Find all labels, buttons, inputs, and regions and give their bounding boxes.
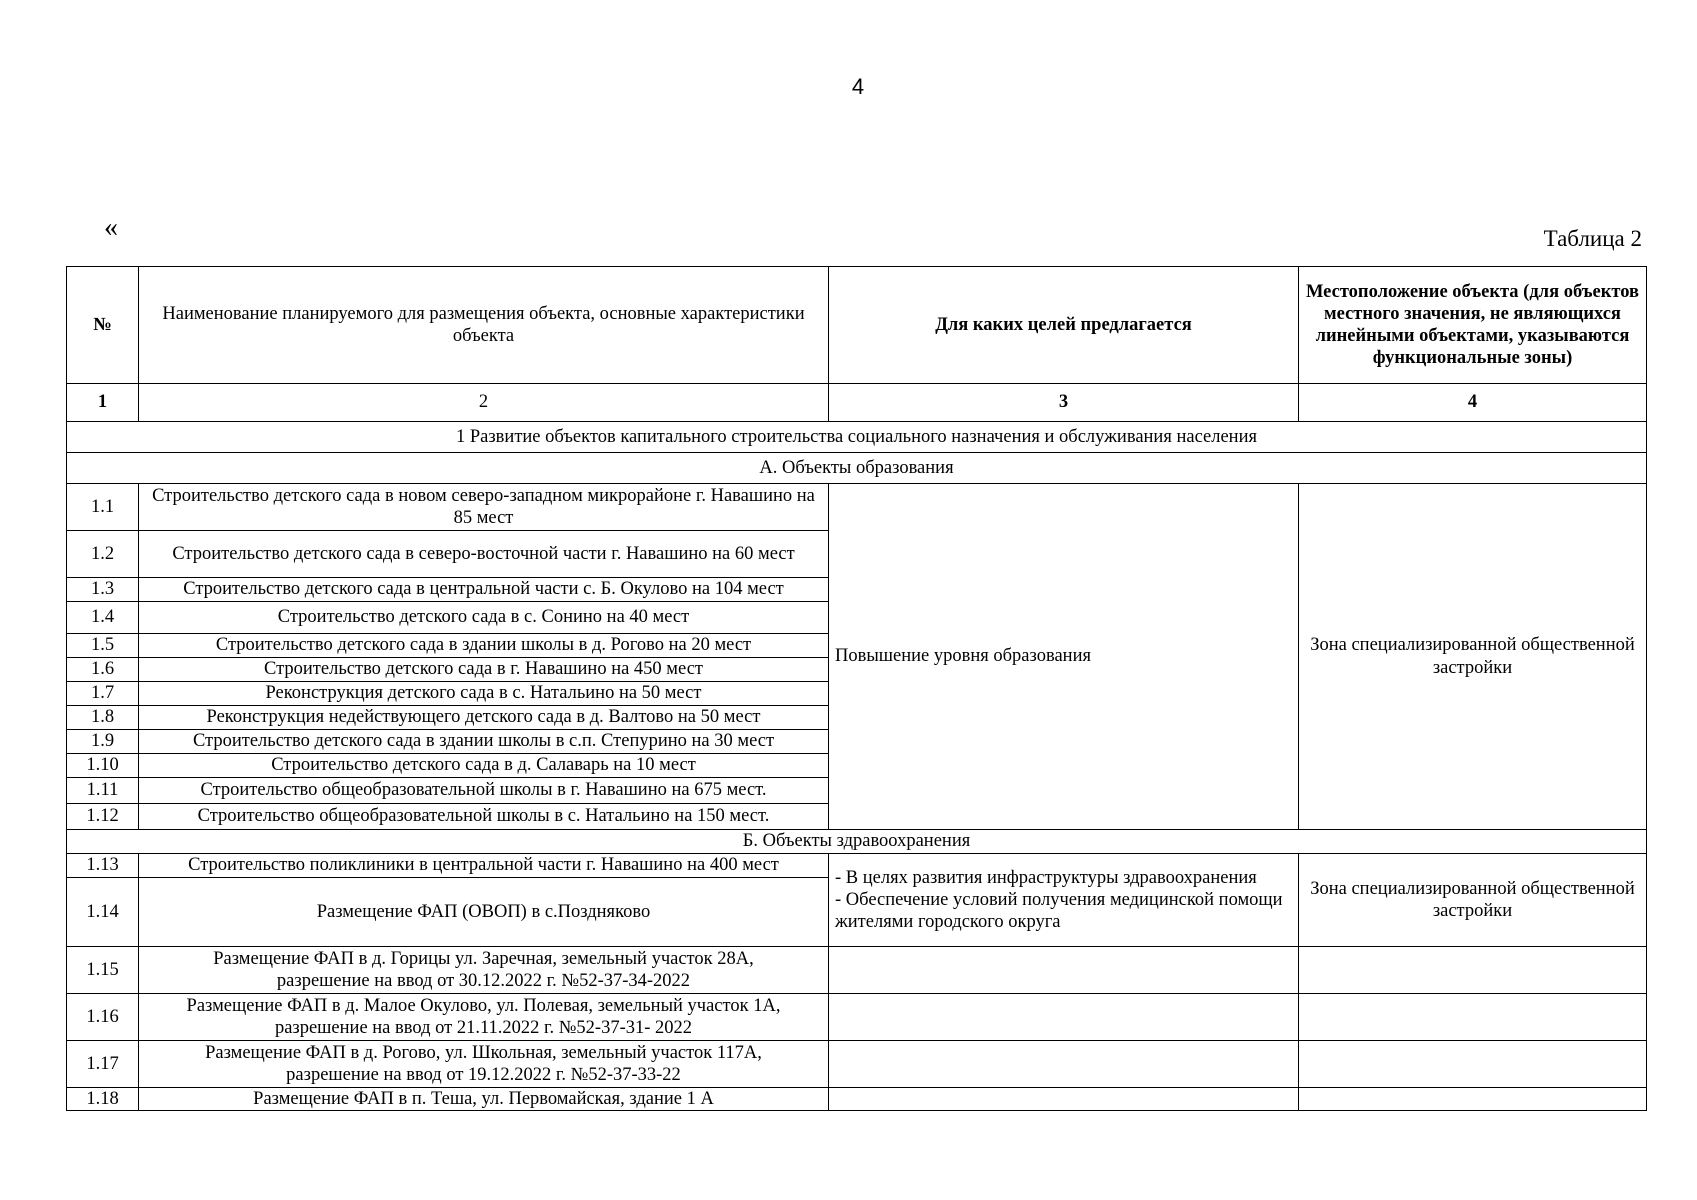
row-name: Реконструкция детского сада в с. Натальино на 50 мест [139,682,829,706]
row-number: 1.10 [67,754,139,778]
opening-quote-mark: « [104,212,118,243]
row-name-line: разрешение на ввод от 21.11.2022 г. №52-37-31- 2022 [274,1018,693,1038]
page-number: 4 [851,74,865,99]
section-title: 1 Развитие объектов капитального строительства социального назначения и обслуживания населения [67,422,1647,453]
row-number: 1.12 [67,804,139,830]
row-number: 1.15 [67,947,139,994]
row-name: Строительство детского сада в с. Сонино на 40 мест [139,602,829,634]
header-name: Наименование планируемого для размещения объекта, основные характеристики объекта [139,267,829,384]
row-number: 1.3 [67,578,139,602]
row-name [139,947,829,994]
header-location: Местоположение объекта (для объектов местного значения, не являющихся линейными объектами, указываются функциональные зоны) [1299,267,1647,384]
table-row [67,484,1647,531]
group-title-row [67,830,1647,854]
group-b-location: Зона специализированной общественной застройки [1299,854,1647,947]
header-num: № [67,267,139,384]
row-name: Строительство детского сада в здании школы в с.п. Степурино на 30 мест [139,730,829,754]
group-b-purpose-line: - В целях развития инфраструктуры здравоохранения [835,867,1257,888]
column-number: 4 [1299,384,1647,422]
empty-cell [1299,1088,1647,1111]
row-name-line: разрешение на ввод от 30.12.2022 г. №52-37-34-2022 [276,971,691,991]
row-number: 1.14 [67,878,139,947]
empty-cell [1299,1041,1647,1088]
table-caption: Таблица 2 [1543,226,1642,251]
group-title-row [67,453,1647,484]
row-number: 1.18 [67,1088,139,1111]
row-name-line: Размещение ФАП в д. Малое Окулово, ул. Полевая, земельный участок 1А, [186,995,781,1016]
row-number: 1.17 [67,1041,139,1088]
row-number: 1.7 [67,682,139,706]
row-number: 1.6 [67,658,139,682]
empty-cell [1299,947,1647,994]
row-number: 1.1 [67,484,139,531]
row-number: 1.13 [67,854,139,878]
row-name: Строительство детского сада в северо-восточной части г. Навашино на 60 мест [139,531,829,578]
row-name-line: Размещение ФАП в д. Горицы ул. Заречная, земельный участок 28А, [213,948,754,969]
row-name: Строительство общеобразовательной школы в г. Навашино на 675 мест. [139,778,829,804]
section-row [67,422,1647,453]
empty-cell [1299,994,1647,1041]
row-number: 1.5 [67,634,139,658]
empty-cell [829,947,1299,994]
group-a-title: А. Объекты образования [67,453,1647,484]
table-header-row [67,267,1647,384]
row-name [139,994,829,1041]
group-a-location: Зона специализированной общественной застройки [1299,484,1647,830]
group-b-purpose-line: - Обеспечение условий получения медицинской помощи жителями городского округа [835,889,1283,933]
empty-cell [829,994,1299,1041]
row-name: Размещение ФАП (ОВОП) в с.Поздняково [139,878,829,947]
row-name: Строительство общеобразовательной школы в с. Натальино на 150 мест. [139,804,829,830]
row-name: Строительство детского сада в центральной части с. Б. Окулово на 104 мест [139,578,829,602]
column-number: 2 [139,384,829,422]
row-name-line: Размещение ФАП в д. Рогово, ул. Школьная, земельный участок 117А, [205,1042,762,1063]
row-name: Строительство детского сада в здании школы в д. Рогово на 20 мест [139,634,829,658]
empty-cell [829,1041,1299,1088]
table-row [67,1088,1647,1111]
row-name: Строительство детского сада в д. Салаварь на 10 мест [139,754,829,778]
row-name [139,1041,829,1088]
row-name: Размещение ФАП в п. Теша, ул. Первомайская, здание 1 А [139,1088,829,1111]
planned-objects-table [66,266,1647,1111]
column-number: 1 [67,384,139,422]
row-name: Строительство поликлиники в центральной части г. Навашино на 400 мест [139,854,829,878]
row-number: 1.8 [67,706,139,730]
row-name: Строительство детского сада в новом северо-западном микрорайоне г. Навашино на 85 мест [139,484,829,531]
table-row [67,947,1647,994]
group-b-purpose [829,854,1299,947]
column-numbers-row [67,384,1647,422]
row-name-line: разрешение на ввод от 19.12.2022 г. №52-37-33-22 [286,1065,681,1085]
row-number: 1.11 [67,778,139,804]
row-name: Строительство детского сада в г. Навашино на 450 мест [139,658,829,682]
empty-cell [829,1088,1299,1111]
row-number: 1.2 [67,531,139,578]
group-b-title: Б. Объекты здравоохранения [67,830,1647,854]
table-row [67,854,1647,878]
row-number: 1.4 [67,602,139,634]
group-a-purpose: Повышение уровня образования [829,484,1299,830]
table-row [67,994,1647,1041]
table-row [67,1041,1647,1088]
header-purpose: Для каких целей предлагается [829,267,1299,384]
row-number: 1.9 [67,730,139,754]
column-number: 3 [829,384,1299,422]
row-name: Реконструкция недействующего детского сада в д. Валтово на 50 мест [139,706,829,730]
row-number: 1.16 [67,994,139,1041]
